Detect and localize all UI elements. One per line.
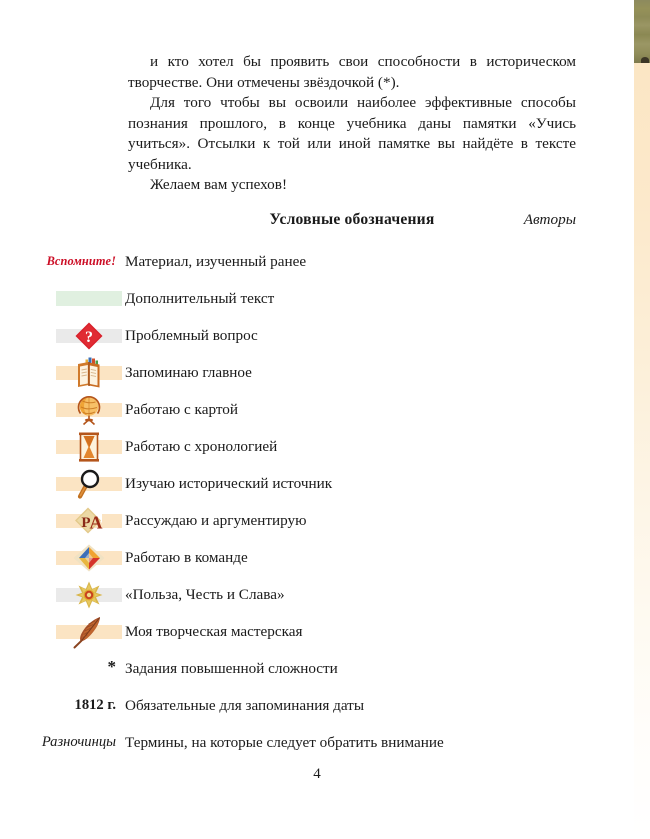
legend-item-key-dates xyxy=(0,687,634,724)
legend-item-problem-question xyxy=(0,317,634,354)
legend-item-memorize-main xyxy=(0,354,634,391)
intro-paragraph-1: и кто хотел бы проявить свои способности в историческом творчестве. Они отмечены звёздочкой (*). xyxy=(128,53,576,91)
legend-marker xyxy=(0,280,122,317)
legend-marker xyxy=(0,502,122,539)
legend-item-label: Работаю с хронологией xyxy=(125,438,278,455)
intro-paragraph-3: Желаем вам успехов! xyxy=(150,176,288,193)
legend-item-key-terms xyxy=(0,724,634,761)
intro-text-block xyxy=(128,52,576,230)
page-edge-decoration xyxy=(634,0,650,839)
legend-item-label: Рассуждаю и аргументирую xyxy=(125,512,307,529)
legend-marker xyxy=(0,243,122,280)
legend-item-label: Дополнительный текст xyxy=(125,290,275,307)
recall-marker-label: Вспомните! xyxy=(46,254,116,268)
ra-diamond-icon xyxy=(56,502,122,539)
question-diamond-icon xyxy=(56,317,122,354)
intro-paragraph-2: Для того чтобы вы освоили наиболее эффективные способы познания прошлого, в конце учебника даны памятки «Учись учиться». Отсылки к той или иной памятке вы найдёте в тексте учебника. xyxy=(128,94,576,173)
svg-text:Р: Р xyxy=(81,514,91,531)
legend-marker xyxy=(0,465,122,502)
order-star-icon xyxy=(56,576,122,613)
legend-marker xyxy=(0,539,122,576)
legend-marker xyxy=(0,391,122,428)
legend-item-label: Проблемный вопрос xyxy=(125,327,258,344)
legend-marker xyxy=(0,354,122,391)
legend-item-label: Работаю с картой xyxy=(125,401,238,418)
edge-olive-band xyxy=(634,0,650,63)
legend-list xyxy=(0,243,634,761)
edge-cream-band xyxy=(634,63,650,839)
legend-marker xyxy=(0,650,122,687)
legend-item-label: Запоминаю главное xyxy=(125,364,252,381)
svg-text:?: ? xyxy=(85,328,93,346)
legend-item-teamwork xyxy=(0,539,634,576)
team-diamond-icon xyxy=(56,539,122,576)
legend-marker xyxy=(0,317,122,354)
legend-item-recall xyxy=(0,243,634,280)
legend-item-historical-source xyxy=(0,465,634,502)
legend-item-advanced-tasks xyxy=(0,650,634,687)
open-book-icon xyxy=(56,354,122,391)
legend-item-label: Материал, изученный ранее xyxy=(125,253,307,270)
legend-item-label: Изучаю исторический источник xyxy=(125,475,333,492)
legend-item-label: Термины, на которые следует обратить внимание xyxy=(125,734,444,751)
legend-item-order-motto xyxy=(0,576,634,613)
legend-item-label: Обязательные для запоминания даты xyxy=(125,697,365,714)
legend-heading: Условные обозначения xyxy=(269,211,435,228)
term-marker-label: Разночинцы xyxy=(41,734,116,750)
asterisk-marker-label: * xyxy=(107,656,116,676)
legend-item-chronology xyxy=(0,428,634,465)
legend-item-reason-argue xyxy=(0,502,634,539)
magnifier-icon xyxy=(56,465,122,502)
intro-signature: Авторы xyxy=(523,210,576,228)
legend-item-label: Моя творческая мастерская xyxy=(125,623,303,640)
legend-marker xyxy=(0,613,122,650)
quill-feather-icon xyxy=(56,613,122,650)
legend-item-additional-text xyxy=(0,280,634,317)
green-highlight-bar xyxy=(56,291,122,306)
legend-marker xyxy=(0,724,122,761)
svg-text:А: А xyxy=(89,512,103,532)
legend-item-creative-workshop xyxy=(0,613,634,650)
legend-item-label: Работаю в команде xyxy=(125,549,248,566)
hourglass-icon xyxy=(56,428,122,465)
legend-marker xyxy=(0,687,122,724)
legend-item-label: «Польза, Честь и Слава» xyxy=(125,586,285,603)
page-number: 4 xyxy=(313,766,321,782)
legend-item-label: Задания повышенной сложности xyxy=(125,660,338,677)
legend-marker xyxy=(0,576,122,613)
legend-marker xyxy=(0,428,122,465)
date-marker-label: 1812 г. xyxy=(74,697,116,713)
legend-item-work-with-map xyxy=(0,391,634,428)
globe-icon xyxy=(56,391,122,428)
